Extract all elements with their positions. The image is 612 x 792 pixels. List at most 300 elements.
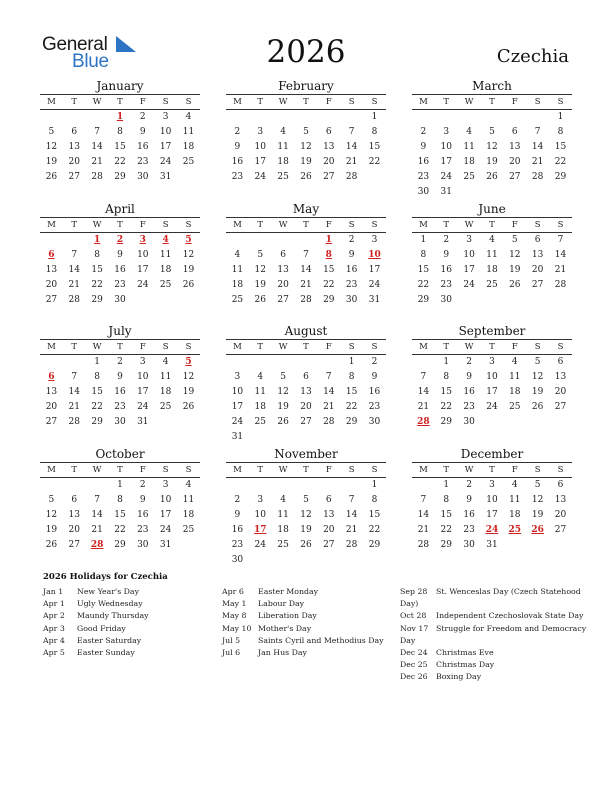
empty-day-cell — [272, 355, 295, 370]
day-cell: 27 — [68, 540, 80, 550]
empty-day-cell — [503, 415, 526, 430]
day-cell: 23 — [114, 402, 126, 412]
day-cell: 8 — [443, 495, 450, 505]
month-grid — [412, 339, 572, 430]
day-cell: 7 — [420, 495, 427, 505]
day-cell: 2 — [443, 235, 450, 245]
holiday-day-cell: 10 — [368, 250, 381, 260]
day-cell: 16 — [368, 387, 381, 397]
weekday-label: M — [419, 97, 428, 107]
empty-day-cell — [295, 553, 318, 568]
weekday-header-row — [226, 218, 386, 233]
holiday-date: Apr 5 — [43, 648, 65, 658]
weekday-label: M — [47, 97, 56, 107]
holiday-list-item — [222, 598, 392, 610]
day-cell: 24 — [486, 402, 498, 412]
day-cell: 9 — [139, 495, 146, 505]
empty-day-cell — [526, 110, 549, 125]
day-cell: 26 — [254, 295, 266, 305]
day-cell: 10 — [486, 372, 498, 382]
day-cell: 17 — [486, 510, 498, 520]
day-cell: 14 — [417, 510, 430, 520]
week-row — [412, 170, 572, 185]
weekday-label: W — [464, 220, 474, 230]
day-cell: 31 — [159, 540, 172, 550]
day-cell: 14 — [91, 142, 103, 152]
day-cell: 13 — [277, 265, 289, 275]
day-cell: 2 — [420, 127, 427, 137]
day-cell: 19 — [300, 157, 312, 167]
weekday-label: M — [233, 465, 242, 475]
day-cell: 4 — [466, 127, 472, 137]
week-row — [40, 293, 200, 308]
empty-day-cell — [481, 185, 504, 200]
holiday-day-cell: 1 — [93, 235, 101, 245]
holiday-list-item — [222, 647, 392, 659]
day-cell: 26 — [45, 540, 58, 550]
holiday-list-item — [400, 659, 590, 671]
weekday-label: S — [557, 220, 564, 230]
empty-day-cell — [249, 553, 272, 568]
day-cell: 25 — [231, 295, 244, 305]
day-cell: 4 — [185, 480, 192, 490]
weekday-label: W — [92, 465, 102, 475]
weekday-label: S — [348, 97, 355, 107]
month-november — [226, 447, 386, 568]
empty-day-cell — [154, 293, 177, 308]
day-cell: 8 — [371, 495, 378, 505]
day-cell: 5 — [257, 250, 264, 260]
holiday-name: St. Wenceslas Day (Czech Statehood Day) — [400, 587, 581, 609]
day-cell: 17 — [486, 387, 498, 397]
weekday-label: S — [348, 342, 355, 352]
weekday-label: F — [511, 220, 518, 230]
holiday-list-item — [400, 610, 590, 622]
month-grid — [226, 462, 386, 568]
week-row — [412, 355, 572, 370]
day-cell: 30 — [114, 417, 126, 427]
holiday-date: Apr 6 — [222, 587, 244, 596]
holiday-day-cell: 28 — [90, 540, 104, 550]
weekday-label: T — [443, 220, 450, 230]
empty-day-cell — [177, 415, 200, 430]
day-cell: 14 — [68, 265, 80, 275]
day-cell: 17 — [440, 157, 452, 167]
day-cell: 23 — [137, 525, 149, 535]
holiday-list-item — [400, 623, 590, 647]
day-cell: 22 — [368, 157, 381, 167]
empty-day-cell — [295, 355, 318, 370]
day-cell: 2 — [234, 495, 241, 505]
holiday-date: Jul 6 — [222, 648, 241, 658]
holiday-list-item — [400, 647, 590, 659]
day-cell: 9 — [371, 372, 378, 382]
holiday-date: Sep 28 — [400, 587, 428, 596]
day-cell: 3 — [443, 127, 450, 137]
empty-day-cell — [226, 233, 249, 248]
day-cell: 3 — [139, 357, 146, 367]
weekday-label: T — [443, 342, 450, 352]
day-cell: 29 — [554, 172, 567, 182]
day-cell: 25 — [463, 172, 475, 182]
empty-day-cell — [295, 430, 318, 445]
day-cell: 22 — [114, 157, 126, 167]
day-cell: 18 — [254, 402, 266, 412]
empty-day-cell — [272, 553, 295, 568]
week-row — [40, 248, 200, 263]
weekday-label: T — [257, 220, 264, 230]
day-cell: 12 — [182, 372, 195, 382]
logo-text-blue: Blue — [72, 51, 109, 72]
day-cell: 6 — [511, 127, 518, 137]
empty-day-cell — [481, 415, 504, 430]
month-title: January — [96, 79, 144, 93]
day-cell: 20 — [554, 510, 567, 520]
empty-day-cell — [317, 478, 340, 493]
holiday-name: Easter Monday — [258, 587, 319, 596]
weekday-label: M — [47, 465, 56, 475]
day-cell: 8 — [117, 127, 123, 137]
weekday-label: F — [139, 342, 146, 352]
holiday-name: Easter Sunday — [77, 648, 135, 658]
page-header — [0, 0, 612, 80]
day-cell: 8 — [371, 127, 378, 137]
day-cell: 15 — [91, 265, 103, 275]
weekday-header-row — [40, 218, 200, 233]
day-cell: 15 — [440, 387, 452, 397]
day-cell: 13 — [45, 265, 58, 275]
holidays-column-1 — [43, 586, 213, 659]
day-cell: 25 — [182, 525, 195, 535]
day-cell: 22 — [440, 525, 452, 535]
weekday-label: S — [371, 342, 378, 352]
week-row — [40, 155, 200, 170]
day-cell: 13 — [509, 142, 521, 152]
day-cell: 17 — [137, 265, 149, 275]
day-cell: 27 — [300, 417, 312, 427]
day-cell: 16 — [114, 387, 126, 397]
day-cell: 10 — [486, 495, 498, 505]
holiday-date: May 10 — [222, 623, 252, 633]
week-row — [40, 478, 200, 493]
holiday-day-cell: 3 — [139, 235, 146, 245]
day-cell: 20 — [68, 525, 80, 535]
day-cell: 17 — [254, 157, 266, 167]
day-cell: 3 — [162, 112, 169, 122]
day-cell: 4 — [234, 250, 241, 260]
weekday-label: S — [162, 465, 169, 475]
day-cell: 22 — [91, 280, 103, 290]
day-cell: 27 — [45, 295, 58, 305]
weekday-label: S — [534, 97, 541, 107]
day-cell: 2 — [466, 357, 472, 367]
day-cell: 18 — [182, 142, 195, 152]
empty-day-cell — [249, 478, 272, 493]
empty-day-cell — [40, 478, 63, 493]
day-cell: 27 — [277, 295, 289, 305]
day-cell: 13 — [300, 387, 312, 397]
day-cell: 25 — [509, 402, 521, 412]
day-cell: 15 — [114, 510, 126, 520]
day-cell: 8 — [94, 250, 100, 260]
day-cell: 6 — [71, 127, 78, 137]
weekday-label: M — [233, 97, 242, 107]
empty-day-cell — [86, 478, 109, 493]
holiday-list-item — [222, 635, 392, 647]
month-grid — [226, 94, 386, 185]
weekday-label: S — [557, 97, 564, 107]
day-cell: 31 — [159, 172, 172, 182]
day-cell: 10 — [254, 142, 266, 152]
holidays-column-2 — [222, 586, 392, 659]
empty-day-cell — [458, 185, 481, 200]
holiday-list-item — [400, 586, 590, 610]
day-cell: 1 — [371, 112, 378, 122]
day-cell: 13 — [45, 387, 58, 397]
day-cell: 18 — [509, 387, 521, 397]
day-cell: 12 — [45, 142, 58, 152]
holiday-list-item — [222, 610, 392, 622]
day-cell: 3 — [489, 357, 495, 367]
day-cell: 15 — [323, 265, 335, 275]
empty-day-cell — [340, 430, 363, 445]
day-cell: 6 — [325, 127, 332, 137]
empty-day-cell — [481, 110, 504, 125]
empty-day-cell — [177, 538, 200, 553]
weekday-label: W — [278, 342, 288, 352]
empty-day-cell — [249, 355, 272, 370]
holiday-list-item — [400, 671, 590, 683]
weekday-label: S — [557, 342, 564, 352]
day-cell: 7 — [71, 372, 78, 382]
weekday-label: S — [371, 220, 378, 230]
day-cell: 6 — [557, 480, 564, 490]
day-cell: 2 — [466, 480, 472, 490]
weekday-header-row — [226, 463, 386, 478]
weekday-label: S — [162, 220, 169, 230]
day-cell: 12 — [254, 265, 266, 275]
day-cell: 4 — [280, 495, 286, 505]
weekday-label: W — [92, 342, 102, 352]
weekday-label: S — [534, 465, 541, 475]
day-cell: 16 — [137, 510, 149, 520]
holiday-date: Apr 2 — [43, 611, 65, 621]
day-cell: 28 — [323, 417, 335, 427]
day-cell: 17 — [159, 510, 172, 520]
day-cell: 25 — [254, 417, 266, 427]
day-cell: 14 — [68, 387, 80, 397]
day-cell: 24 — [137, 402, 149, 412]
weekday-label: T — [71, 465, 78, 475]
day-cell: 11 — [509, 495, 521, 505]
weekday-label: S — [185, 220, 192, 230]
week-row — [40, 355, 200, 370]
day-cell: 5 — [48, 127, 55, 137]
week-row — [40, 385, 200, 400]
day-cell: 28 — [554, 280, 567, 290]
day-cell: 7 — [534, 127, 541, 137]
day-cell: 20 — [277, 280, 289, 290]
day-cell: 22 — [440, 402, 452, 412]
month-march — [412, 79, 572, 200]
day-cell: 4 — [280, 127, 286, 137]
empty-day-cell — [63, 478, 86, 493]
day-cell: 11 — [182, 127, 195, 137]
weekday-label: T — [443, 465, 450, 475]
empty-day-cell — [317, 355, 340, 370]
day-cell: 20 — [509, 157, 521, 167]
weekday-label: T — [303, 465, 309, 475]
weekday-label: T — [443, 97, 450, 107]
day-cell: 21 — [417, 402, 430, 412]
day-cell: 4 — [162, 357, 169, 367]
week-row — [40, 400, 200, 415]
day-cell: 29 — [91, 417, 103, 427]
day-cell: 18 — [463, 157, 475, 167]
day-cell: 6 — [71, 495, 78, 505]
month-july — [40, 324, 200, 430]
empty-day-cell — [295, 110, 318, 125]
weekday-label: F — [325, 342, 332, 352]
month-january — [40, 79, 200, 185]
holiday-name: Independent Czechoslovak State Day — [436, 611, 584, 621]
month-title: July — [108, 324, 132, 338]
week-row — [40, 263, 200, 278]
week-row — [226, 430, 386, 445]
day-cell: 7 — [348, 495, 355, 505]
day-cell: 8 — [348, 372, 355, 382]
week-row — [412, 140, 572, 155]
weekday-label: T — [71, 342, 78, 352]
holiday-date: Dec 24 — [400, 648, 428, 658]
empty-day-cell — [317, 553, 340, 568]
day-cell: 28 — [345, 540, 358, 550]
empty-day-cell — [481, 293, 504, 308]
day-cell: 16 — [440, 265, 452, 275]
day-cell: 13 — [323, 510, 335, 520]
week-row — [226, 385, 386, 400]
weekday-label: W — [464, 342, 474, 352]
day-cell: 28 — [300, 295, 312, 305]
week-row — [412, 248, 572, 263]
day-cell: 18 — [231, 280, 244, 290]
empty-day-cell — [272, 478, 295, 493]
day-cell: 6 — [534, 235, 541, 245]
day-cell: 12 — [531, 495, 544, 505]
day-cell: 11 — [463, 142, 475, 152]
day-cell: 21 — [531, 157, 544, 167]
holidays-title: 2026 Holidays for Czechia — [43, 572, 168, 582]
day-cell: 9 — [234, 510, 241, 520]
weekday-label: T — [303, 220, 309, 230]
holiday-name: New Year's Day — [77, 587, 139, 596]
day-cell: 25 — [159, 280, 172, 290]
week-row — [226, 155, 386, 170]
weekday-label: W — [464, 465, 474, 475]
empty-day-cell — [549, 185, 572, 200]
day-cell: 23 — [463, 525, 475, 535]
day-cell: 7 — [325, 372, 332, 382]
weekday-header-row — [412, 340, 572, 355]
empty-day-cell — [249, 233, 272, 248]
day-cell: 17 — [137, 387, 149, 397]
day-cell: 10 — [463, 250, 475, 260]
holiday-list-item — [43, 610, 213, 622]
day-cell: 13 — [531, 250, 544, 260]
day-cell: 29 — [417, 295, 430, 305]
day-cell: 3 — [257, 495, 264, 505]
day-cell: 6 — [280, 250, 286, 260]
weekday-header-row — [40, 95, 200, 110]
day-cell: 21 — [91, 157, 103, 167]
empty-day-cell — [272, 430, 295, 445]
day-cell: 16 — [137, 142, 149, 152]
day-cell: 11 — [254, 387, 266, 397]
empty-day-cell — [526, 293, 549, 308]
day-cell: 10 — [137, 250, 149, 260]
day-cell: 22 — [554, 157, 567, 167]
holiday-day-cell: 25 — [508, 525, 522, 535]
day-cell: 20 — [554, 387, 567, 397]
holiday-day-cell: 2 — [116, 235, 124, 245]
empty-day-cell — [412, 478, 435, 493]
day-cell: 19 — [182, 265, 195, 275]
day-cell: 20 — [45, 280, 58, 290]
weekday-label: F — [139, 220, 146, 230]
empty-day-cell — [526, 185, 549, 200]
weekday-label: T — [71, 220, 78, 230]
country-title: Czechia — [496, 46, 569, 67]
empty-day-cell — [226, 478, 249, 493]
day-cell: 10 — [440, 142, 452, 152]
empty-day-cell — [458, 110, 481, 125]
day-cell: 14 — [300, 265, 312, 275]
holiday-day-cell: 5 — [185, 235, 192, 245]
day-cell: 12 — [300, 510, 312, 520]
day-cell: 19 — [45, 157, 58, 167]
day-cell: 16 — [345, 265, 358, 275]
weekday-header-row — [226, 340, 386, 355]
empty-day-cell — [177, 170, 200, 185]
holiday-date: Jul 5 — [222, 635, 241, 645]
week-row — [412, 233, 572, 248]
holiday-day-cell: 1 — [325, 235, 332, 245]
day-cell: 6 — [325, 495, 332, 505]
day-cell: 18 — [509, 510, 521, 520]
day-cell: 4 — [257, 372, 264, 382]
week-row — [226, 415, 386, 430]
day-cell: 21 — [345, 157, 358, 167]
day-cell: 19 — [277, 402, 289, 412]
holiday-day-cell: 1 — [116, 112, 124, 122]
week-row — [40, 415, 200, 430]
month-title: December — [460, 447, 524, 461]
week-row — [226, 523, 386, 538]
holiday-list-item — [43, 647, 213, 659]
week-row — [412, 400, 572, 415]
day-cell: 31 — [368, 295, 381, 305]
logo-text-general: General — [42, 34, 108, 55]
empty-day-cell — [503, 110, 526, 125]
day-cell: 23 — [368, 402, 381, 412]
month-december — [412, 447, 572, 553]
week-row — [412, 110, 572, 125]
day-cell: 12 — [486, 142, 498, 152]
day-cell: 21 — [323, 402, 335, 412]
day-cell: 7 — [71, 250, 78, 260]
day-cell: 11 — [277, 142, 289, 152]
week-row — [226, 140, 386, 155]
